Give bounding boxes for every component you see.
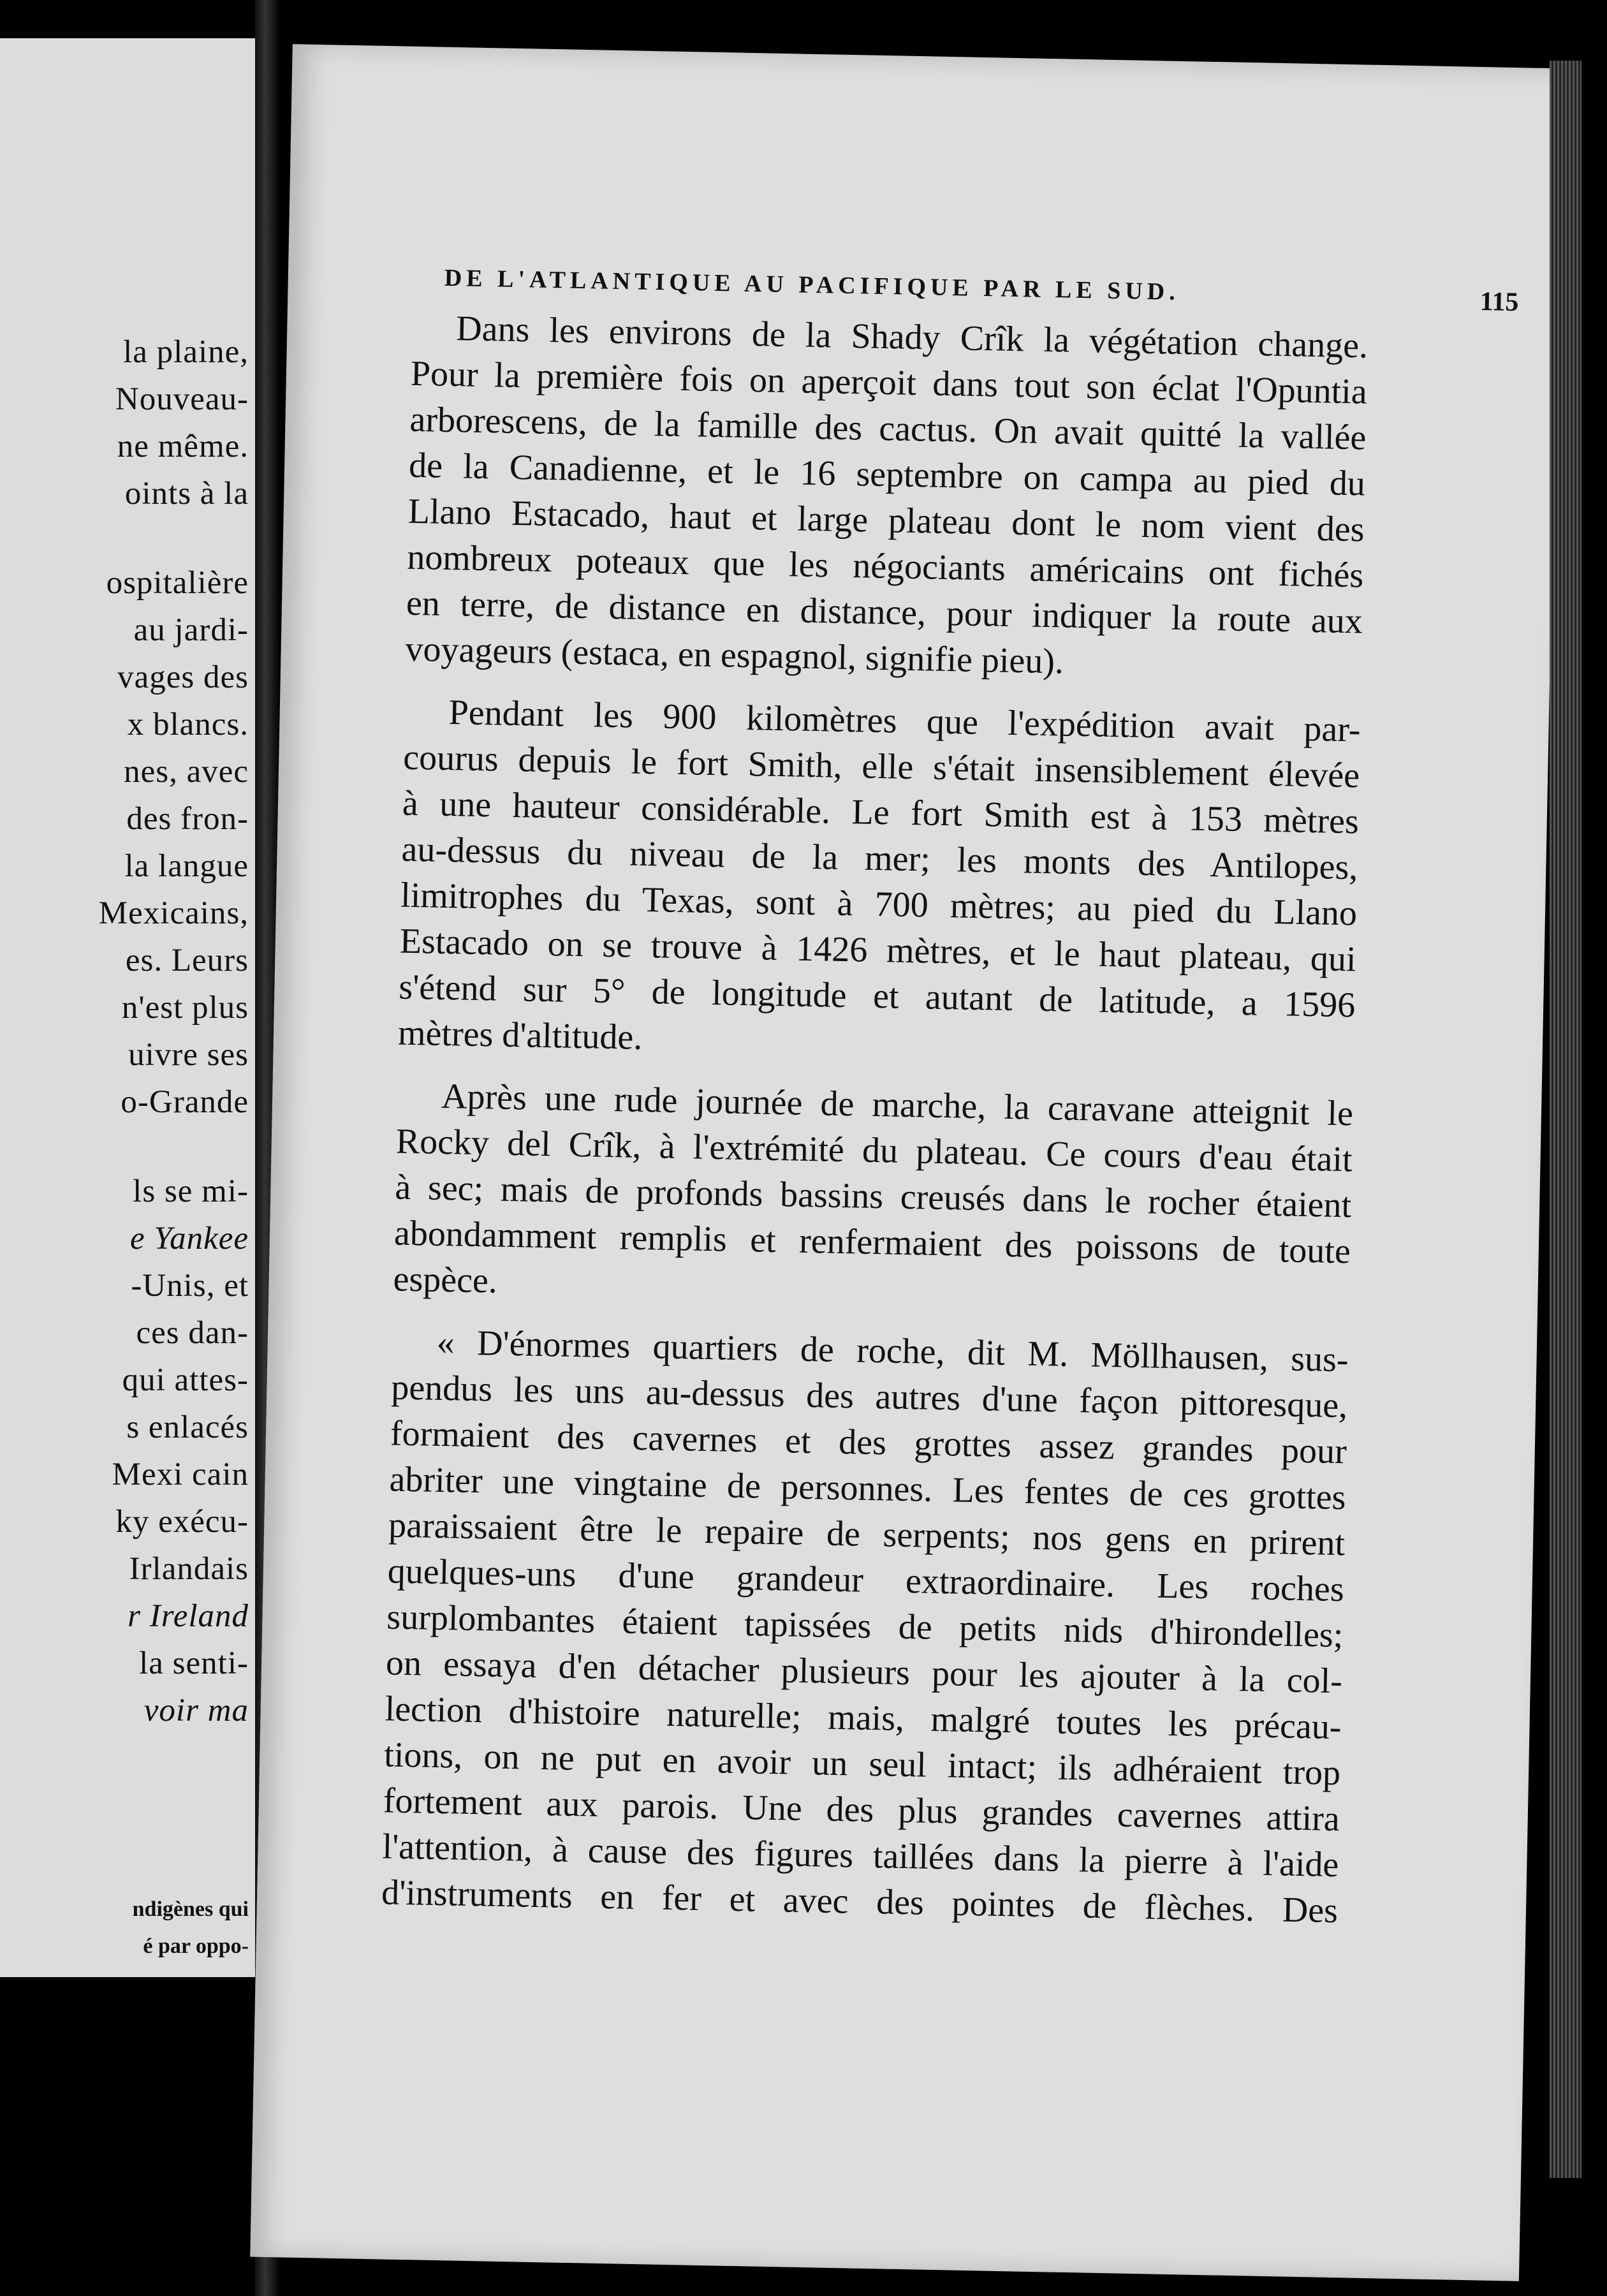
left-line: e Yankee — [130, 1221, 249, 1256]
text-line: s'étend sur 5° de longitude et autant de latitude, a 1596 — [398, 967, 1356, 1026]
text-line: abriter une vingtaine de personnes. Les fentes de ces grottes — [389, 1459, 1346, 1518]
text-line: lection d'histoire naturelle; mais, malgré toutes les précau- — [385, 1689, 1342, 1748]
text-line: d'instruments en fer et avec des pointes de flèches. Des — [381, 1873, 1339, 1931]
left-line: es. Leurs — [125, 943, 249, 978]
running-head-title: DE L'ATLANTIQUE AU PACIFIQUE PAR LE SUD. — [444, 264, 1180, 305]
left-footnote-line: ndigènes qui — [132, 1897, 249, 1921]
left-line: la senti- — [139, 1645, 249, 1681]
left-line: Mexi cain — [112, 1457, 249, 1492]
text-line: à sec; mais de profonds bassins creusés dans le rocher étaient — [394, 1167, 1352, 1226]
text-line: surplombantes étaient tapissées de petits nids d'hirondelles; — [386, 1597, 1344, 1656]
left-line: Irlandais — [129, 1551, 249, 1587]
left-line: la langue — [124, 848, 249, 884]
text-line: l'attention, à cause des figures taillées dans la pierre à l'aide — [382, 1827, 1339, 1885]
left-line: la plaine, — [123, 334, 249, 370]
left-line: qui attes- — [122, 1362, 249, 1398]
left-page-text — [0, 328, 249, 1734]
text-line: « D'énormes quartiers de roche, dit M. Möllhausen, sus- — [436, 1322, 1349, 1380]
left-line: x blancs. — [127, 707, 249, 742]
text-line: courus depuis le fort Smith, elle s'était insensiblement élevée — [402, 737, 1360, 796]
text-line: paraissaient être le repaire de serpents; nos gens en prirent — [388, 1505, 1346, 1564]
left-line: voir ma — [143, 1693, 249, 1728]
text-line: espèce. — [393, 1259, 498, 1301]
left-line: s enlacés — [126, 1409, 249, 1445]
text-line: fortement aux parois. Une des plus grandes cavernes attira — [383, 1781, 1340, 1839]
page-number: 115 — [1479, 286, 1519, 318]
body-text — [381, 305, 1369, 1934]
left-line: ne même. — [117, 429, 249, 464]
left-line: vages des — [117, 659, 249, 695]
paragraph-4 — [381, 1319, 1349, 1934]
text-line: formaient des cavernes et des grottes assez grandes pour — [390, 1413, 1347, 1472]
text-line: au-dessus du niveau de la mer; les monts des Antilopes, — [401, 829, 1358, 888]
text-line: mètres d'altitude. — [397, 1013, 643, 1057]
left-page-footnotes — [0, 1891, 249, 1965]
left-line: ospitalière — [106, 565, 249, 601]
text-line: en terre, de distance en distance, pour indiquer la route aux — [406, 583, 1363, 642]
left-line: au jardi- — [133, 612, 249, 648]
text-line: Estacado on se trouve à 1426 mètres, et le haut plateau, qui — [399, 921, 1357, 980]
text-line: voyageurs (estaca, en espagnol, signifie pieu). — [405, 629, 1064, 682]
left-line: r Ireland — [128, 1598, 249, 1634]
left-line: des fron- — [126, 801, 249, 837]
left-line: n'est plus — [121, 990, 249, 1026]
text-line: Llano Estacado, haut et large plateau dont le nom vient des — [407, 491, 1365, 550]
paragraph-2 — [397, 689, 1361, 1075]
left-line: Mexicains, — [98, 895, 249, 931]
paragraph-1 — [405, 305, 1369, 691]
text-line: limitrophes du Texas, sont à 700 mètres; au pied du Llano — [400, 875, 1358, 934]
text-line: quelques-uns d'une grandeur extraordinaire. Les roches — [387, 1551, 1345, 1610]
text-line: arborescens, de la famille des cactus. On avait quitté la vallée — [409, 399, 1367, 458]
left-line: ky exécu- — [115, 1504, 249, 1540]
page-edges — [1550, 61, 1581, 2178]
text-line: nombreux poteaux que les négociants américains ont fichés — [406, 537, 1364, 596]
left-line: nes, avec — [124, 754, 249, 790]
text-line: Pour la première fois on aperçoit dans tout son éclat l'Opuntia — [410, 353, 1368, 412]
text-line: à une hauteur considérable. Le fort Smith est à 153 mètres — [402, 783, 1360, 842]
left-line: uivre ses — [128, 1037, 249, 1073]
left-line: ls se mi- — [133, 1174, 249, 1209]
left-page — [0, 38, 259, 1977]
text-line: tions, on ne put en avoir un seul intact; ils adhéraient trop — [383, 1735, 1341, 1793]
left-footnote-line: é par oppo- — [143, 1934, 249, 1958]
text-line: on essaya d'en détacher plusieurs pour les ajouter à la col- — [385, 1643, 1343, 1702]
text-line: Rocky del Crîk, à l'extrémité du plateau. Ce cours d'eau était — [395, 1121, 1353, 1180]
paragraph-3 — [393, 1073, 1354, 1321]
text-line: Après une rude journée de marche, la caravane atteignit le — [441, 1076, 1354, 1134]
left-line: ces dan- — [136, 1315, 249, 1351]
text-line: Dans les environs de la Shady Crîk la végétation change. — [455, 309, 1369, 366]
left-line: -Unis, et — [131, 1268, 249, 1304]
left-line: o-Grande — [121, 1084, 249, 1120]
left-line: Nouveau- — [115, 381, 249, 417]
text-line: de la Canadienne, et le 16 septembre on campa au pied du — [408, 445, 1366, 504]
main-page — [250, 44, 1561, 2281]
text-line: Pendant les 900 kilomètres que l'expédition avait par- — [448, 693, 1361, 750]
text-line: abondamment remplis et renfermaient des poissons de toute — [393, 1213, 1351, 1272]
left-line: oints à la — [124, 476, 249, 511]
text-line: pendus les uns au-dessus des autres d'une façon pittoresque, — [390, 1367, 1348, 1426]
